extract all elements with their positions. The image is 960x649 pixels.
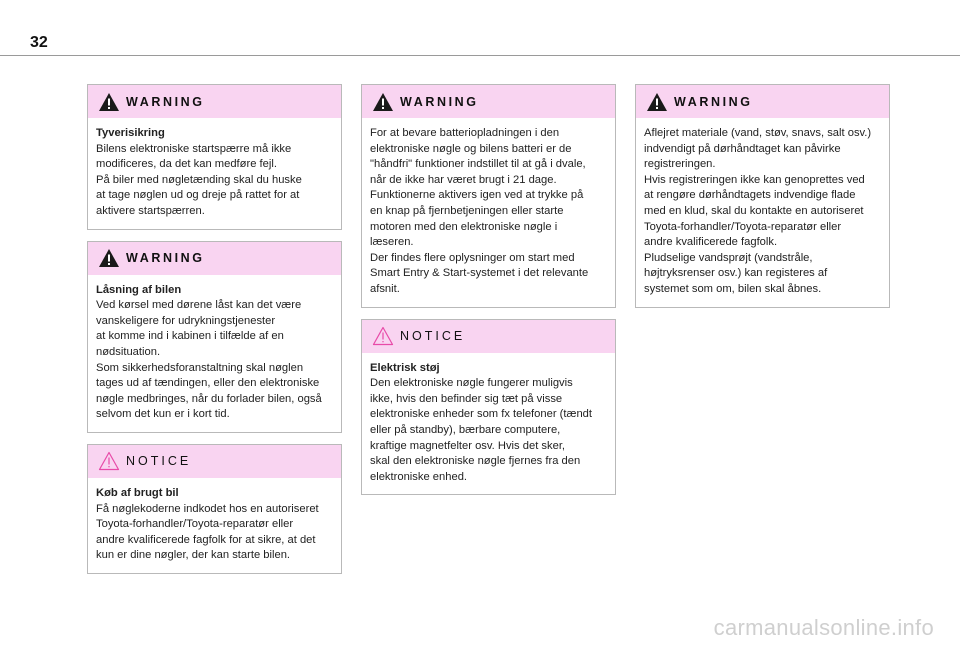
column-3 (635, 84, 890, 319)
warning-text: Ved kørsel med dørene låst kan det være vanskeligere for udrykningstjenester at komme ind i kabinen i tilfælde af en nødsituation. Som sikkerhedsforanstaltning skal nøglen tages ud af tændingen, eller den elektroniske nøgle medbringes, når du forlader bilen, også selvom det kun er i kort tid. (96, 299, 322, 421)
warning-body (88, 118, 341, 229)
warning-title: Tyverisikring (96, 127, 165, 139)
warning-label: WARNING (674, 94, 753, 109)
warning-triangle-icon (646, 92, 668, 112)
watermark: carmanualsonline.info (713, 615, 934, 640)
notice-triangle-icon (372, 326, 394, 346)
notice-triangle-icon (98, 451, 120, 471)
warning-title: Låsning af bilen (96, 283, 182, 296)
notice-box (87, 444, 342, 574)
page-number: 32 (30, 34, 48, 51)
warning-body (362, 118, 615, 307)
notice-text: Den elektroniske nøgle fungerer muligvis ikke, hvis den befinder sig tæt på visse elektroniske enheder som fx telefoner (tændt eller på standby), bærbare computere, kraftige magnetfelter osv. Hvis det sker, skal den elektroniske nøgle fjernes fra den elektroniske enhed. (370, 377, 593, 483)
warning-label: WARNING (126, 251, 205, 266)
warning-label: WARNING (400, 94, 479, 109)
warning-text: For at bevare batteriopladningen i den elektroniske nøgle og bilens batteri er de "håndfri" funktioner indstillet til at gå i dvale, når de ikke har været brugt i 21 dage. Funktionerne aktivers igen ved at trykke på en knap på fjernbetjeningen eller starte motoren med den elektroniske nøgle i læseren. Der findes flere oplysninger om start med Smart Entry & Start-systemet i det relevante afsnit. (370, 127, 589, 295)
warning-box (635, 84, 890, 308)
column-2 (361, 84, 616, 506)
notice-label: NOTICE (400, 329, 466, 344)
notice-box (361, 319, 616, 496)
header-rule (0, 55, 960, 56)
notice-body (88, 478, 341, 573)
warning-body (88, 275, 341, 432)
notice-body (362, 353, 615, 495)
notice-header (362, 320, 615, 353)
warning-box (87, 241, 342, 433)
warning-header (636, 85, 889, 118)
notice-header (88, 445, 341, 478)
warning-triangle-icon (98, 92, 120, 112)
notice-title: Køb af brugt bil (96, 486, 179, 499)
warning-text: Aflejret materiale (vand, støv, snavs, salt osv.) indvendigt på dørhåndtaget kan påvirke registreringen. Hvis registreringen ikke kan genoprettes ved at rengøre dørhåndtagets indvendige flade med en klud, skal du kontakte en autoriseret Toyota-forhandler/Toyota-reparatør eller andre kvalificerede fagfolk. Pludselige vandsprøjt (vandstråle, højtryksrenser osv.) kan registeres af systemet som om, bilen skal åbnes. (644, 127, 872, 295)
warning-label: WARNING (126, 94, 205, 109)
warning-box (361, 84, 616, 308)
warning-triangle-icon (372, 92, 394, 112)
warning-header (362, 85, 615, 118)
warning-header (88, 242, 341, 275)
warning-text: Bilens elektroniske startspærre må ikke modificeres, da det kan medføre fejl. På biler med nøgletænding skal du huske at tage nøglen ud og dreje på rattet for at aktivere startspærren. (96, 142, 302, 217)
notice-label: NOTICE (126, 454, 192, 469)
notice-title: Elektrisk støj (370, 361, 440, 374)
warning-box (87, 84, 342, 230)
notice-text: Få nøglekoderne indkodet hos en autoriseret Toyota-forhandler/Toyota-reparatør eller andre kvalificerede fagfolk for at sikre, at det kun er dine nøgler, der kan starte bilen. (96, 502, 319, 562)
warning-triangle-icon (98, 248, 120, 268)
warning-body (636, 118, 889, 307)
column-1 (87, 84, 342, 585)
warning-header (88, 85, 341, 118)
